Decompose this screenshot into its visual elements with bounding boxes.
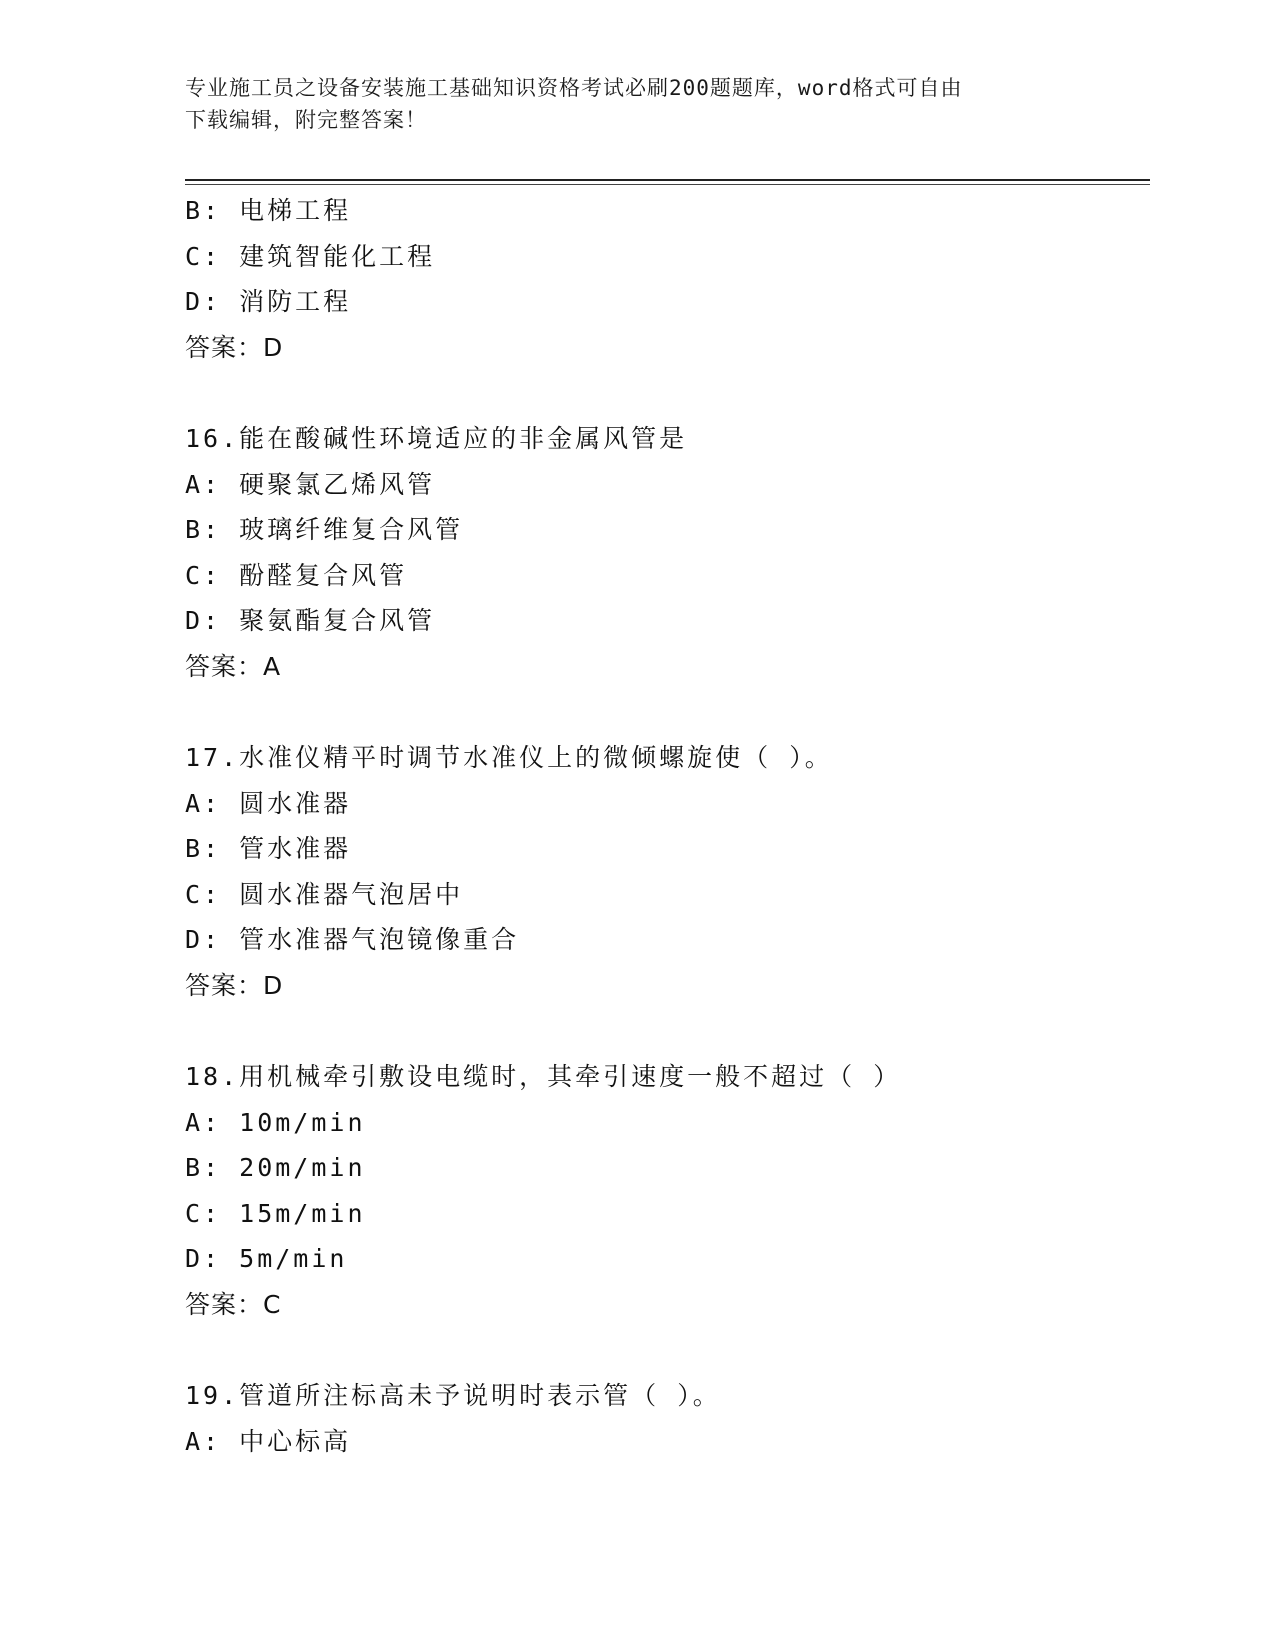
answer-line: 答案：C	[185, 1289, 282, 1319]
question-list	[185, 188, 1145, 1464]
question-stem: 17.水准仪精平时调节水准仪上的微倾螺旋使（ ）。	[185, 743, 833, 772]
question-block-16	[185, 416, 1145, 689]
header-line-1: 专业施工员之设备安装施工基础知识资格考试必刷200题题库，word格式可自由	[185, 76, 963, 100]
question-block-18	[185, 1054, 1145, 1327]
option-a: A: 中心标高	[185, 1426, 352, 1456]
answer-line: 答案：D	[185, 970, 284, 1000]
option-c: C: 15m/min	[185, 1198, 366, 1228]
option-b: B: 玻璃纤维复合风管	[185, 515, 464, 544]
spacer	[185, 1008, 1145, 1054]
option-b: B: 电梯工程	[185, 196, 352, 225]
question-stem: 18.用机械牵引敷设电缆时，其牵引速度一般不超过（ ）	[185, 1062, 902, 1091]
option-a: A: 10m/min	[185, 1107, 366, 1137]
option-c: C: 建筑智能化工程	[185, 241, 436, 271]
option-d: D: 消防工程	[185, 287, 352, 316]
answer-line: 答案：A	[185, 651, 282, 681]
document-header	[185, 72, 1075, 136]
option-d: D: 5m/min	[185, 1244, 348, 1273]
option-c: C: 酚醛复合风管	[185, 560, 408, 590]
header-line-2: 下载编辑，附完整答案！	[185, 108, 427, 132]
question-block-19	[185, 1373, 1145, 1464]
option-b: B: 管水准器	[185, 834, 352, 863]
option-a: A: 硬聚氯乙烯风管	[185, 469, 436, 499]
question-stem: 16.能在酸碱性环境适应的非金属风管是	[185, 424, 688, 453]
question-block-17	[185, 735, 1145, 1008]
spacer	[185, 370, 1145, 416]
header-divider-thick	[185, 179, 1150, 181]
option-b: B: 20m/min	[185, 1153, 366, 1182]
option-d: D: 聚氨酯复合风管	[185, 606, 436, 635]
option-c: C: 圆水准器气泡居中	[185, 879, 464, 909]
question-block-15	[185, 188, 1145, 370]
spacer	[185, 1327, 1145, 1373]
option-d: D: 管水准器气泡镜像重合	[185, 925, 520, 954]
option-a: A: 圆水准器	[185, 788, 352, 818]
spacer	[185, 689, 1145, 735]
question-stem: 19.管道所注标高未予说明时表示管（ ）。	[185, 1381, 721, 1410]
header-divider-thin	[185, 184, 1150, 185]
answer-line: 答案：D	[185, 332, 284, 362]
